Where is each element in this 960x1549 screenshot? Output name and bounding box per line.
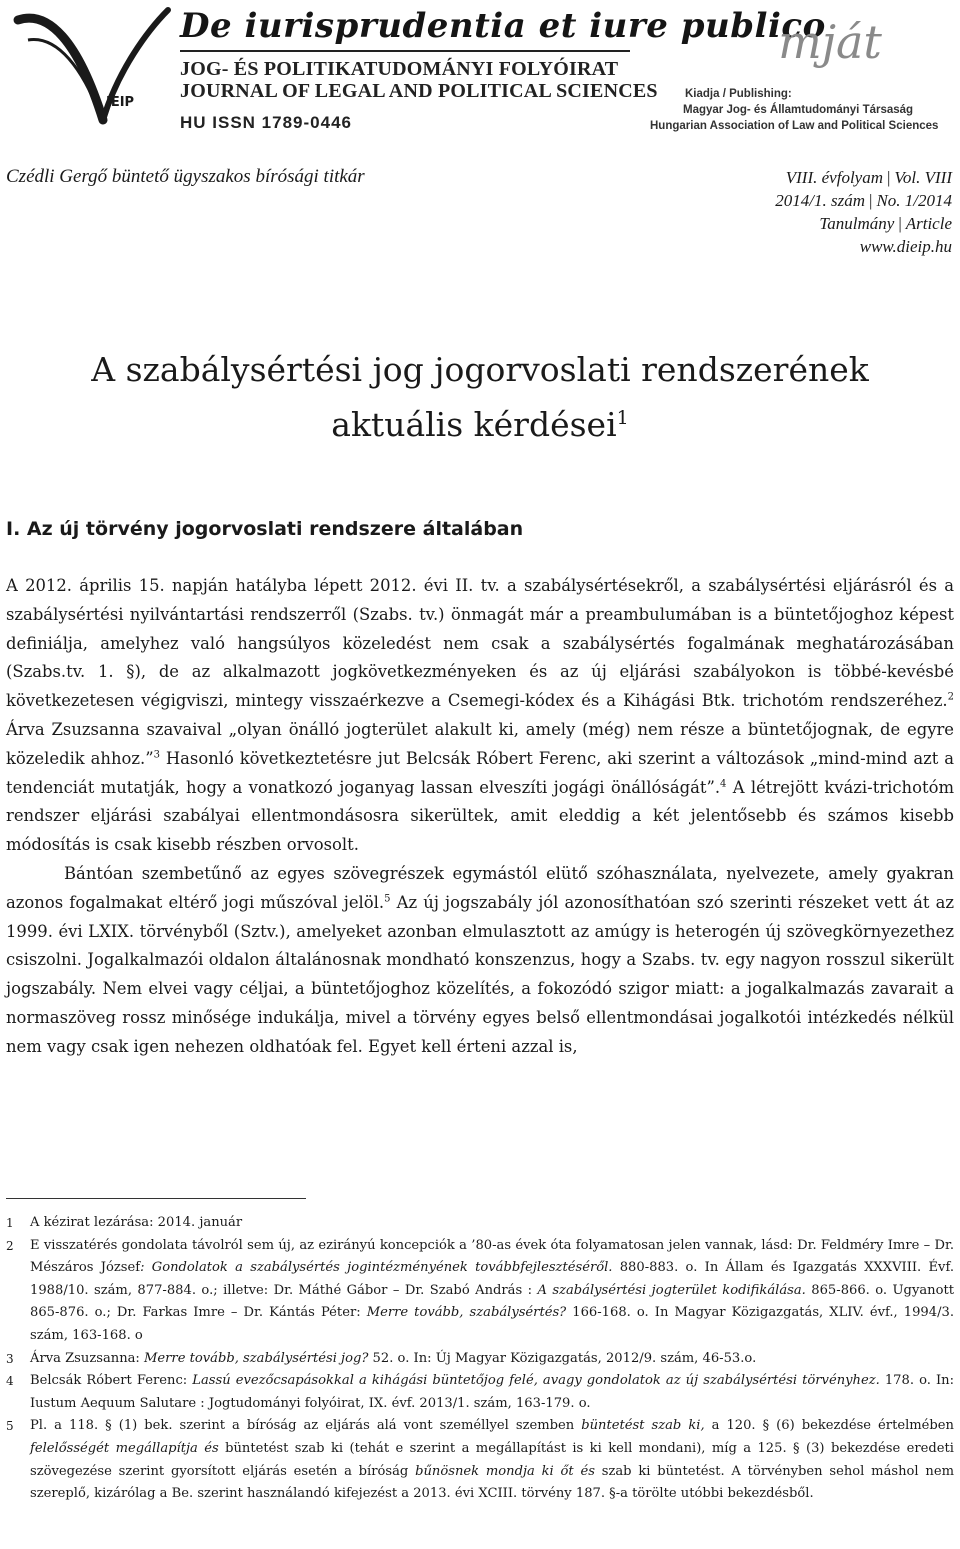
footnote-text-run: Belcsák Róbert Ferenc:: [30, 1373, 193, 1389]
journal-title: De iurisprudentia et iure publico: [180, 6, 826, 46]
footnote-italic-run: : Gondolatok a szabálysértés jogintézményének továbbfejlesztéséről.: [140, 1260, 613, 1276]
publisher-block: [650, 86, 950, 134]
publisher-name-hu: Magyar Jog- és Államtudományi Társaság: [683, 104, 914, 116]
text-run: Árva Zsuzsanna szavaival „olyan önálló jogterület alakult ki, amely (még) nem része a büntetőjognak, de egyre közeledik ahhoz.”: [6, 719, 954, 768]
body-text: [6, 572, 954, 1062]
footnote-2: [6, 1235, 954, 1348]
paragraph-2: [6, 860, 954, 1062]
title-line-2-text: aktuális kérdései: [331, 405, 617, 444]
title-rule: [180, 50, 630, 52]
footnote-text-run: 166-168. o. In Magyar Közigazgatás, XLIV. évf., 1994/3. szám, 163-168. o: [30, 1305, 954, 1343]
type-en: Article: [905, 214, 952, 233]
meta-type: [775, 212, 952, 235]
mjat-logo: [760, 8, 900, 80]
footnote-italic-run: büntetést szab ki,: [581, 1418, 705, 1434]
issue-en: No. 1/2014: [876, 191, 952, 210]
footnote-ref[interactable]: 2: [947, 691, 954, 703]
journal-subtitle-hu: JOG- ÉS POLITIKATUDOMÁNYI FOLYÓIRAT: [180, 58, 619, 80]
separator: |: [887, 168, 891, 187]
footnote-italic-run: Merre tovább, szabálysértési jog?: [144, 1350, 369, 1366]
publisher-name-en: Hungarian Association of Law and Political Sciences: [650, 120, 939, 132]
volume-hu: VIII. évfolyam: [785, 168, 883, 187]
footnote-4: [6, 1370, 954, 1415]
footnote-text-run: a 120. § (6) bekezdése értelmében: [704, 1418, 954, 1434]
separator: |: [869, 191, 873, 210]
footnote-italic-run: A szabálysértési jogterület kodifikálása.: [537, 1282, 806, 1298]
footnote-text-run: 880-883. o. In Állam és Igazgatás XXXVIII. Évf. 1988/10. szám, 877-884. o.; illetve: Dr. Máthé Gábor – Dr. Szabó András :: [30, 1260, 954, 1298]
author-line: Czédli Gergő büntető ügyszakos bírósági titkár: [6, 166, 365, 187]
title-line-2: [0, 394, 960, 449]
footnote-text-run: büntetést szab ki (tehát e szerint a megállapítást is ki kell mondani), míg a 125. § (3) bekezdése eredeti szövegezése szerint gyorsított eljárás esetén a bíróság: [30, 1440, 954, 1479]
text-run: Az új jogszabály jól azonosíthatóan szó szerinti részeket vett át az 1999. évi LXIX. törvényből (Sztv.), amelyeket azonban elmulasztott az amúgy is heterogén új szövegkörnyezethez csiszolni. Jogalkalmazói oldalon általánosnak mondható konszenzus, hogy a Szabs. tv. egy nagyon rosszul sikerült jogszabály. Nem elvei vagy céljai, a büntetőjoghoz közelítés, a fokozódó szigor miatt: a jogalkalmazás zavarait a normaszöveg rossz minősége indukálja, mivel a törvény egyes belső ellentmondásai jogalkotói intézkedés nélkül nem vagy csak igen nehezen oldhatóak fel. Egyet kell érteni azzal is,: [6, 892, 954, 1056]
paragraph-1: [6, 572, 954, 860]
issn: HU ISSN 1789-0446: [180, 113, 352, 132]
separator: |: [898, 214, 902, 233]
footnote-text-run: 865-866. o. Ugyanott 865-876. o.; Dr. Farkas Imre – Dr. Kántás Péter:: [30, 1282, 954, 1321]
text-run: Hasonló következtetésre jut Belcsák Róbert Ferenc, aki szerint a változások „mind-mind azt a tendenciát mutatják, hogy a vonatkozó joganyag lassan elveszíti jogági önállóságát”.: [6, 748, 955, 797]
footnote-5: [6, 1415, 954, 1505]
footnote-italic-run: felelősségét megállapítja és: [30, 1440, 219, 1456]
mjat-logo-text: mját: [778, 15, 882, 69]
article-meta: [775, 166, 952, 258]
footnote-text-run: Pl. a 118. § (1) bek. szerint a bíróság az eljárás alá vont személlyel szemben: [30, 1418, 582, 1434]
footnote-text-run: 178. o. In: Iustum Aequum Salutare : Jogtudományi folyóirat, IX. évf. 2013/1. szám, 163-179. o.: [30, 1373, 954, 1411]
article-title: [0, 346, 960, 449]
footnote-text-run: E visszatérés gondolata távolról sem új, az ezirányú koncepciók a ’80-as évek óta folyamatosan jelen vannak, lásd: Dr. Feldméry Imre – Dr. Mészáros József: [30, 1237, 954, 1276]
footnote-1: [6, 1212, 954, 1235]
text-run: A 2012. április 15. napján hatályba lépett 2012. évi II. tv. a szabálysértésekről, a szabálysértési eljárásról és a szabálysértési nyilvántartási rendszerről (Szabs. tv.) önmagát már a preambulumában is a büntetőjoghoz képest definiálja, amelyhez való hangsúlyos közeledést nem csak a szabálysértés fogalmának meghatározásában (Szabs.tv. 1. §), de az alkalmazott jogkövetkezményeken és az új eljárási szabályokon is többé-kevésbé következetesen végigviszi, mintegy visszaérkezve a Csemegi-kódex és a Kihágási Btk. trichotóm rendszeréhez.: [6, 576, 954, 711]
section-heading: I. Az új törvény jogorvoslati rendszere általában: [6, 518, 524, 540]
footnote-text-run: szab ki büntetést. A törvényben sehol máshol nem szereplő, kizárólag a Be. szerint használandó kifejezést a 2013. évi XCIII. törvény 187. §-a törölte utóbbi bekezdésből.: [30, 1463, 954, 1502]
footnote-number: 2: [6, 1238, 14, 1253]
journal-subtitle-en: JOURNAL OF LEGAL AND POLITICAL SCIENCES: [180, 80, 658, 102]
footnotes: [6, 1212, 954, 1506]
footnote-number: 5: [6, 1419, 14, 1434]
ieip-logo: [8, 0, 178, 140]
footnote-ref[interactable]: 4: [720, 778, 727, 790]
footnote-italic-run: Merre tovább, szabálysértés?: [366, 1305, 567, 1321]
meta-volume: [775, 166, 952, 189]
footnote-number: 1: [6, 1216, 14, 1230]
footnote-divider: [6, 1198, 306, 1199]
footnote-text-run: 52. o. In: Új Magyar Közigazgatás, 2012/9. szám, 46-53.o.: [368, 1350, 757, 1366]
footnote-ref[interactable]: 3: [153, 749, 160, 761]
footnote-ref[interactable]: 1: [616, 407, 629, 429]
masthead: [0, 0, 960, 140]
footnote-italic-run: bűnösnek mondja ki őt és: [415, 1463, 595, 1479]
type-hu: Tanulmány: [819, 214, 895, 233]
title-line-1: A szabálysértési jog jogorvoslati rendszerének: [91, 350, 869, 389]
volume-en: Vol. VIII: [894, 168, 952, 187]
footnote-ref[interactable]: 5: [384, 893, 391, 905]
meta-issue: [775, 189, 952, 212]
publisher-label: Kiadja / Publishing:: [685, 88, 792, 100]
issue-hu: 2014/1. szám: [775, 191, 866, 210]
ieip-logo-text: IEIP: [106, 95, 135, 110]
footnote-text-run: Árva Zsuzsanna:: [30, 1350, 145, 1366]
footnote-number: 4: [6, 1374, 14, 1389]
footnote-3: [6, 1348, 954, 1371]
footnote-number: 3: [6, 1351, 14, 1366]
text-run: A létrejött kvázi-trichotóm rendszer eljárási szabályai ellentmondásosra sikerültek, amit eleddig a két jelentősebb és számos kisebb módosítás is csak kisebb részben orvosolt.: [6, 777, 954, 855]
text-run: Bántóan szembetűnő az egyes szövegrészek egymástól elütő szóhasználata, nyelvezete, amely gyakran azonos fogalmakat eltérő jogi műszóval jelöl.: [6, 863, 954, 912]
website-link[interactable]: www.dieip.hu: [859, 237, 952, 256]
footnote-italic-run: Lassú evezőcsapásokkal a kihágási büntetőjog felé, avagy gondolatok az új szabálysértési törvényhez.: [192, 1373, 880, 1389]
footnote-text-run: A kézirat lezárása: 2014. január: [30, 1215, 243, 1230]
